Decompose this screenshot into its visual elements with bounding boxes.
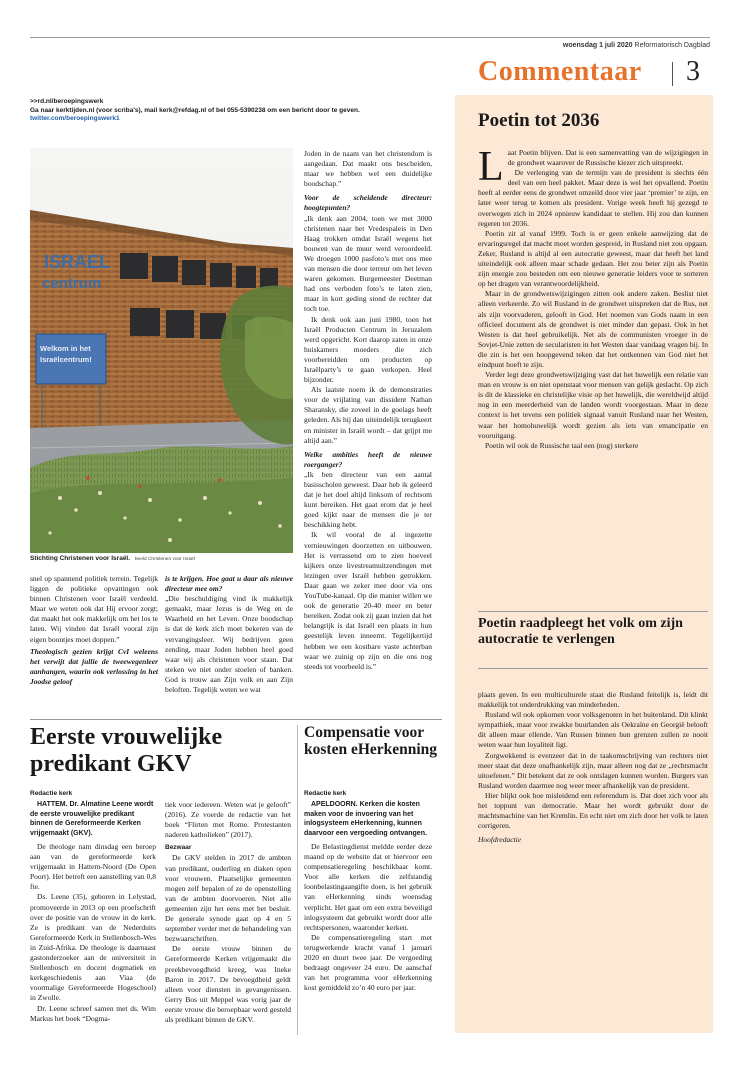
info-link-rd[interactable]: >>rd.nl/beroepingswerk bbox=[30, 98, 104, 105]
photo-credit: beeld Christenen voor Israël bbox=[134, 557, 195, 562]
editorial-signature: Hoofdredactie bbox=[478, 835, 522, 845]
editorial-paragraph: aat Poetin blijven. Dat is een samenvatting van de wijzigingen in de grondwet waarover de Russische kiezer zich uitspreekt. bbox=[507, 148, 708, 168]
editorial-paragraph: plaats geven. In een multiculturele staat die Rusland feitelijk is, leidt dit makkelijk tot onderdrukking van minderheden. bbox=[478, 690, 708, 710]
interview-paragraph: „Ik denk aan 2004, toen we met 3000 christenen naar het Vredespaleis in Den Haag trokken omdat Israël wegens het bouwen van de muur werd veroordeeld. We droegen 1000 pasfoto’s met ons mee van mensen die door terreur om het leven waren gekomen. Burgemeester Deetman had ons verboden foto’s te laten zien, maar in kort geding stond de rechter dat toch toe. bbox=[304, 213, 432, 314]
info-instructions: Ga naar kerktijden.nl (voor scriba's), mail kerk@refdag.nl of bel 055-5390238 om een bericht door te geven. bbox=[30, 106, 360, 114]
editorial-body bbox=[478, 144, 708, 451]
paper-name: Reformatorisch Dagblad bbox=[634, 42, 710, 49]
editorial-paragraph: Verder legt deze grondwetswijziging vast dat het huwelijk een relatie van man en vrouw is en niet openstaat voor mensen van gelijk geslacht. Op zich is dit de klassieke en christelijke visie op het huwelijk, die wereldwijd altijd nog in een meerderheid van de landen wordt voorgestaan. Maar in deze context is het tevens een politiek signaal vanuit Rusland naar het Westen, waar het homohuwelijk wordt gezien als iets van emancipatie en vooruitgang. bbox=[478, 370, 708, 440]
article-paragraph: tiek voor iedereen. Weten wat je gelooft” (2016). Ze voerde de redactie van het boek “Flirten met Rome. Protestanten naderen katholieken” (2017). bbox=[165, 800, 291, 840]
article-category: Redactie kerk bbox=[304, 790, 347, 797]
pullquote-rule bbox=[478, 611, 708, 612]
building-sign-line2: centrum bbox=[42, 275, 102, 292]
banner-text-line1: Welkom in het bbox=[40, 344, 91, 353]
article-headline: Compensatie voor kosten eHerkenning bbox=[304, 724, 438, 758]
issue-date: woensdag 1 juli 2020 bbox=[562, 42, 633, 49]
article-col-1 bbox=[30, 800, 156, 1025]
interview-paragraph: Joden in de naam van het christendom is aangedaan. Dat maakt ons bescheiden, maar we hebben wel een duidelijke boodschap.” bbox=[304, 149, 432, 189]
editorial-paragraph: Hier blijkt ook hoe misleidend een referendum is. Dat doet zich voor als het toppunt van democratie. Maar het wordt gebruikt door de machtsmachine van het Kremlin. En echt niet om zich door het volk te laten corrigeren. bbox=[478, 790, 708, 831]
israel-centrum-photo bbox=[30, 148, 293, 553]
top-rule bbox=[30, 37, 710, 38]
interview-question: Welke ambities heeft de nieuwe roerganger? bbox=[304, 449, 432, 469]
editorial-title: Poetin tot 2036 bbox=[478, 110, 600, 131]
beroepingswerk-info bbox=[30, 98, 440, 124]
building-sign-line1: ISRAEL bbox=[44, 252, 111, 272]
interview-col-c bbox=[304, 149, 432, 672]
interview-paragraph: Ik wil vooral de al ingezette vernieuwingen doorzetten en uitbouwen. Het is verrassend om te zien hoeveel kijkers onze livestreamuitzendingen met lezingen over Israël hebben getrokken. Daar gaan we zeker mee door via ons YouTube-kanaal. Op die manier willen we ook de generatie 20-40 meer en beter bereiken. Zodat ook zij gaan inzien dat het belangrijk is dat Israël een plaats in hun geestelijk leven inneemt. Tegelijkertijd hebben we een kostbare vaste achterban waar we zuinig op zijn en die ons nog steeds tot voorbeeld is.” bbox=[304, 530, 432, 671]
title-divider bbox=[672, 62, 673, 86]
drop-cap: L bbox=[478, 144, 504, 190]
editorial-paragraph: Rusland wil ook opkomen voor volksgenoten in het buitenland. Dit klinkt sympathiek, maar voor zwakke buurlanden als Oekraïne en Georgië belooft dit alleen maar ellende. Van Russen binnen hun grenzen zullen ze nooit weten waar hun loyaliteit ligt. bbox=[478, 710, 708, 750]
article-compensatie bbox=[304, 790, 432, 993]
interview-question: Theologisch gezien krijgt CvI weleens het verwijt dat jullie de tweewegenleer aanhangen, waarin ook verlossing in het Joodse geloof bbox=[30, 646, 158, 686]
article-paragraph: Dr. Leene schreef samen met ds. Wim Markus het boek “Dogma- bbox=[30, 1003, 156, 1023]
article-paragraph: Ds. Leene (35), geboren in Lelystad, promoveerde in 2013 op een proefschrift over de positie van de vrouw in de kerk. Ze is predikant van de Nederduits Gereformeerde Kerk in Stellenbosch-Wes in Zuid-Afrika. De theologe is daarnaast gastonderzoeker aan de universiteit in Stellenbosch en docent dogmatiek en kerkgeschiedenis aan Viaa (de voormalige Gereformeerde Hogeschool) in Zwolle. bbox=[30, 892, 156, 1003]
info-twitter-link[interactable]: twitter.com/beroepingswerk1 bbox=[30, 115, 120, 123]
interview-paragraph: snel op spannend politiek terrein. Tegelijk liggen de politieke opvattingen ook binnen Christenen voor Israël verdeeld. Maar we weten ook dat Hij ervoor zorgt; dat maakt het ook makkelijk om het los te laten. Wij vinden dat Israël vooral zijn eigen boontjes moet doppen.” bbox=[30, 574, 158, 644]
article-category: Redactie kerk bbox=[30, 790, 73, 797]
caption-text: Stichting Christenen voor Israël. bbox=[30, 555, 131, 562]
interview-paragraph: „Die beschuldiging vind ik makkelijk gemaakt, maar Jezus is de Weg en de Waarheid en het Leven. Onze boodschap is dat de kerk zich moet bekeren van de vervangingsleer. Wij bedrijven geen zending, maar Joden hebben heel goed waar wij als christenen voor staan. Dat steken we niet onder stoelen of banken. God is trouw aan Zijn volk en aan Zijn beloften. Tegelijk weten we wat bbox=[165, 594, 293, 695]
article-lead: HATTEM. Dr. Almatine Leene wordt de eerste vrouwelijke predikant binnen de Gereformeerde Kerken vrijgemaakt (GKV). bbox=[30, 801, 154, 837]
editorial-paragraph: Zorgwekkend is evenzeer dat in de taakomschrijving van rechters niet meer staat dat deze onafhankelijk zijn, maar alleen nog dat ze „rechtsmacht uitoefenen.” Dit betekent dat ze ook ontslagen kunnen worden. Burgers van Rusland worden daarmee nog weer meer afhankelijk van de president. bbox=[478, 750, 708, 790]
section-rule bbox=[30, 719, 442, 720]
photo-caption bbox=[30, 555, 293, 562]
section-title: Commentaar bbox=[478, 56, 642, 87]
article-subhead: Bezwaar bbox=[165, 844, 192, 852]
editorial-paragraph: Poetin wil ook de Russische taal een (nog) sterkere bbox=[485, 440, 639, 450]
editorial-body-continued bbox=[478, 690, 708, 845]
interview-question: Voor de scheidende directeur: hoogtepunten? bbox=[304, 193, 432, 213]
interview-col-b bbox=[165, 574, 293, 695]
editorial-paragraph: Maar in de grondwetswijzigingen zitten ook andere zaken. Beslist niet alleen verkeerde. Zo wil Rusland in de grondwet uitspreken dat de Rus, net als zijn voorvaderen, gelooft in God. Het noemen van Gods naam in een officieel document als de grondwet is niet minder dan gepast. Ook in het Westen is dat heel gebruikelijk. Net als de communisten vroeger in de Sovjet-Unie zetten de secularisten in het Westen daar vandaag vragen bij. In die zin is het een hoopgevend teken dat het ontkennen van God niet het eindpunt hoeft te zijn. bbox=[478, 289, 708, 369]
article-headline: Eerste vrouwelijke predikant GKV bbox=[30, 724, 223, 777]
article-photo bbox=[30, 148, 293, 553]
banner-text-line2: Israëlcentrum! bbox=[40, 355, 92, 364]
editorial-paragraph: Poetin zit al vanaf 1999. Toch is er geen enkele aanwijzing dat de ervaringsregel dat macht moet worden gespreid, in Rusland niet zou opgaan. Zeker, Rusland is altijd al een autocratie geweest, maar dat heeft het land uiteindelijk ook alleen maar schade gedaan. Het zou beter zijn als Poetin zijn energie zou besteden om een nieuwe generatie leiders voor te sorteren op het dragen van verantwoordelijkheid. bbox=[478, 228, 708, 289]
article-paragraph: De compensatieregeling start met terugwerkende kracht vanaf 1 januari 2020 en duurt twee jaar. De vergoeding bedraagt ongeveer 24 euro. De aanschaf van het programma voor eHerkenning kost gemiddeld zo’n 40 euro per jaar. bbox=[304, 932, 432, 993]
pullquote-rule bbox=[478, 668, 708, 669]
interview-paragraph: „Ik ben directeur van een aantal basisscholen geweest. Daar heb ik geleerd dat je het doel altijd linksom of rechtsom kunt bereiken. Het gaat erom dat je heel goed kijkt naar de mensen die je ter beschikking hebt. bbox=[304, 469, 432, 530]
interview-question: is te krijgen. Hoe gaat u daar als nieuwe directeur mee om? bbox=[165, 574, 293, 594]
article-col-2 bbox=[165, 800, 291, 1025]
article-lead: APELDOORN. Kerken die kosten maken voor de invoering van het inlogsysteem eHerkenning, kunnen daarvoor een vergoeding ontvangen. bbox=[304, 801, 427, 837]
interview-paragraph: Als laatste noem ik de demonstraties voor de vrijlating van dissident Nathan Sharansky, die zoveel in de goelags heeft geleden. Als hij dan uiteindelijk terugkeert en minister in Israël wordt – dat grijpt me altijd aan.” bbox=[304, 385, 432, 445]
article-predikant bbox=[30, 790, 292, 1025]
column-divider bbox=[297, 725, 298, 1035]
article-paragraph: De theologe nam dinsdag een beroep aan van de gereformeerde kerk vrijgemaakt in Hattem-Noord (De Open Poort). Het betreft een aanstelling van 0,8 fte. bbox=[30, 842, 156, 892]
interview-col-a bbox=[30, 574, 158, 687]
page-number: 3 bbox=[686, 56, 700, 87]
article-paragraph: De Belastingdienst meldde eerder deze maand op de website dat er hiervoor een compensatieregeling beschikbaar komt. Voor alle kerken die zelfstandig loonbelastingaangifte doen, is het gebruik van eHerkenning sinds woensdag verplicht. Het gaat om een extra beveiligd inlogsysteem dat gebruikt wordt door alle rechtspersonen, waaronder kerken. bbox=[304, 842, 432, 932]
article-paragraph: De GKV stelden in 2017 de ambten van predikant, ouderling en diaken open voor vrouwen. Plaatselijke gemeenten mogen zelf bepalen of ze de openstelling van de ambten doorvoeren. Niet alle gemeenten zijn het eens met het besluit. De generale synode gaat op 4 en 5 september verder met de behandeling van bezwaarschriften. bbox=[165, 853, 291, 944]
date-line bbox=[470, 42, 710, 49]
editorial-paragraph: De verlenging van de termijn van de president is slechts één deel van een heel pakket. Maar deze is wel het opvallend. Poetin heeft al eerder eens de grondwet omzeild door vier jaar ‘premier’ te zijn, en later weer terug te komen als president. Vorige week heeft hij gezegd te overwegen zich in 2024 opnieuw kandidaat te stellen. Hij zou dan kunnen regeren tot 2036. bbox=[478, 168, 708, 228]
article-paragraph: De eerste vrouw binnen de Gereformeerde Kerken vrijgemaakt die preekbevoegdheid kreeg, was Ineke Baron in 2017. De bevoegdheid geldt alleen voor diensten in gevangenissen. Gerry Bos uit Meppel was vorig jaar de eerste vrouw die beroepbaar werd gesteld als predikant binnen de GKV. bbox=[165, 944, 291, 1024]
interview-paragraph: Ik denk ook aan juni 1980, toen het Israël Producten Centrum in Jeruzalem werd opgericht. Kort daarop zaten in onze huiskamers moeders die zich voorbereidden om producten op Israëlparty’s te gaan verkopen. Heel bijzonder. bbox=[304, 314, 432, 385]
pullquote: Poetin raadpleegt het volk om zijn autocratie te verlengen bbox=[478, 616, 683, 647]
